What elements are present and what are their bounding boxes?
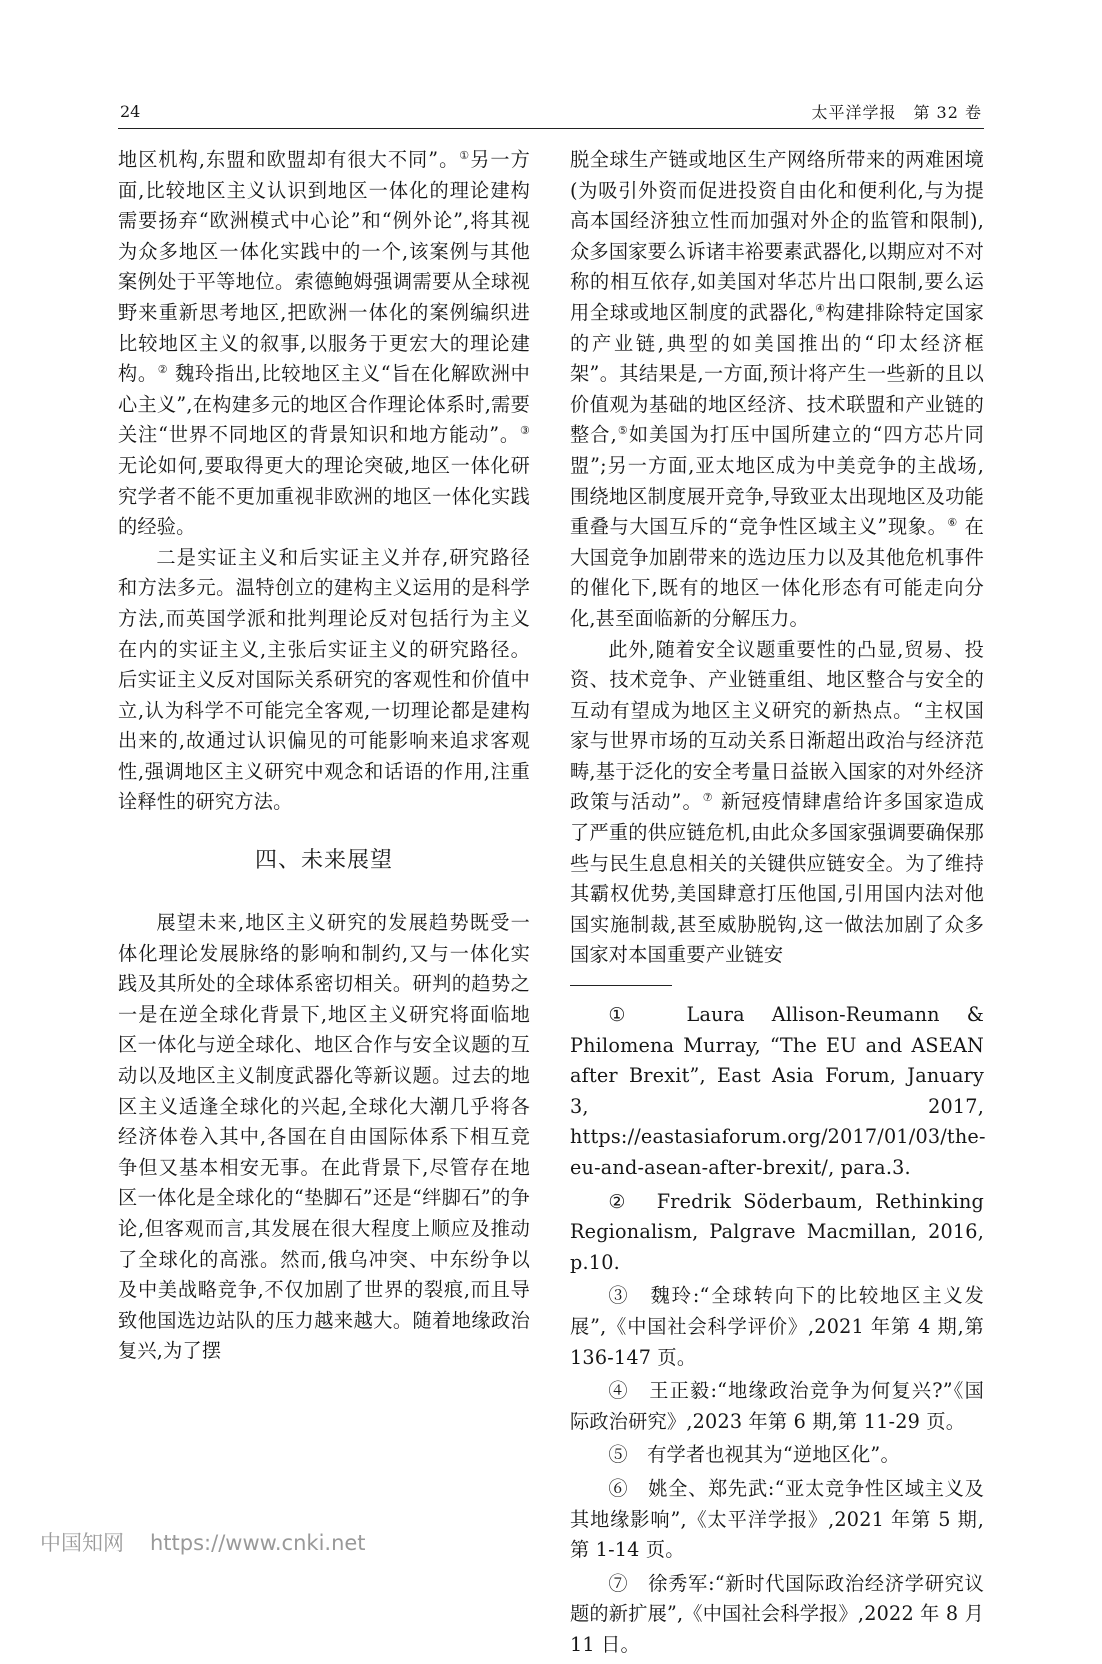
right-column	[570, 145, 984, 1664]
footnote-divider	[570, 985, 672, 986]
footnote: ⑦ 徐秀军:“新时代国际政治经济学研究议题的新扩展”,《中国社会科学报》,2022 年 8 月 11 日。	[570, 1571, 984, 1656]
footnote-ref[interactable]: ⑥	[947, 516, 958, 530]
footnote-ref[interactable]: ①	[459, 149, 471, 162]
page-number: 24	[120, 102, 141, 121]
section-title: 四、未来展望	[254, 848, 393, 874]
body-paragraph: 脱全球生产链或地区生产网络所带来的两难困境(为吸引外资而促进投资自由化和便利化,与为提高本国经济独立性而加强对外企的监管和限制),众多国家要么诉诸丰裕要素武器化,以期应对不对称的相互依存,如美国对华芯片出口限制,要么运用全球或地区制度的武器化,④构建排除特定国家的产业链,典型的如美国推出的“印太经济框架”。其结果是,一方面,预计将产生一些新的且以价值观为基础的地区经济、技术联盟和产业链的整合,⑤如美国为打压中国所建立的“四方芯片同盟”;另一方面,亚太地区成为中美竞争的主战场,围绕地区制度展开竞争,导致亚太出现地区及功能重叠与大国互斥的“竞争性区域主义”现象。⑥ 在大国竞争加剧带来的选边压力以及其他危机事件的催化下,既有的地区一体化形态有可能走向分化,甚至面临新的分解压力。	[570, 148, 985, 630]
footnote-ref[interactable]: ③	[519, 424, 530, 438]
body-paragraph: 此外,随着安全议题重要性的凸显,贸易、投资、技术竞争、产业链重组、地区整合与安全的互动有望成为地区主义研究的新热点。“主权国家与世界市场的互动关系日渐超出政治与经济范畴,基于泛化的安全考量日益嵌入国家的对外经济政策与活动”。⑦ 新冠疫情肆虐给许多国家造成了严重的供应链危机,由此众多国家强调要确保那些与民生息息相关的关键供应链安全。为了维持其霸权优势,美国肆意打压他国,引用国内法对他国实施制裁,甚至威胁脱钩,这一做法加剧了众多国家对本国重要产业链安	[570, 637, 985, 967]
body-paragraph: 地区机构,东盟和欧盟却有很大不同”。①另一方面,比较地区主义认识到地区一体化的理论建构需要扬弃“欧洲模式中心论”和“例外论”,将其视为众多地区一体化实践中的一个,该案例与其他案例处于平等地位。索德鲍姆强调需要从全球视野来重新思考地区,把欧洲一体化的案例编织进比较地区主义的叙事,以服务于更宏大的理论建构。② 魏玲指出,比较地区主义“旨在化解欧洲中心主义”,在构建多元的地区合作理论体系时,需要关注“世界不同地区的背景知识和地方能动”。③无论如何,要取得更大的理论突破,地区一体化研究学者不能不更加重视非欧洲的地区一体化实践的经验。	[118, 148, 530, 539]
watermark-url: https://www.cnki.net	[150, 1531, 366, 1555]
footnote: ② Fredrik Söderbaum, Rethinking Regionalism, Palgrave Macmillan, 2016, p.10.	[570, 1189, 984, 1274]
footnote-ref[interactable]: ⑦	[702, 791, 714, 805]
footnote: ③ 魏玲:“全球转向下的比较地区主义发展”,《中国社会科学评价》,2021 年第 4 期,第 136-147 页。	[570, 1284, 984, 1369]
footnote-ref[interactable]: ⑤	[616, 424, 629, 438]
watermark-site-name: 中国知网	[40, 1531, 124, 1555]
footnotes	[570, 1000, 984, 1660]
footnote: ⑥ 姚全、郑先武:“亚太竞争性区域主义及其地缘影响”,《太平洋学报》,2021 年第 5 期,第 1-14 页。	[570, 1476, 984, 1562]
footnote-ref[interactable]: ④	[814, 301, 826, 315]
footnote-ref[interactable]: ②	[157, 363, 169, 377]
body-paragraph: 二是实证主义和后实证主义并存,研究路径和方法多元。温特创立的建构主义运用的是科学方法,而英国学派和批判理论反对包括行为主义在内的实证主义,主张后实证主义的研究路径。后实证主义反对国际关系研究的客观性和价值中立,认为科学不可能完全客观,一切理论都是建构出来的,故通过认识偏见的可能影响来追求客观性,强调地区主义研究中观念和话语的作用,注重诠释性的研究方法。	[118, 545, 530, 814]
footnote: ① Laura Allison-Reumann & Philomena Murray, “The EU and ASEAN after Brexit”, East Asia Forum, January 3, 2017, https://eastasiaforum.org/2017/01/03/the-eu-and-asean-after-brexit/, para.3.	[570, 1003, 986, 1179]
left-column	[118, 145, 530, 1367]
journal-info: 太平洋学报 第 32 卷	[811, 103, 982, 122]
footnote: ④ 王正毅:“地缘政治竞争为何复兴?”《国际政治研究》,2023 年第 6 期,第 11-29 页。	[570, 1379, 984, 1433]
body-paragraph: 展望未来,地区主义研究的发展趋势既受一体化理论发展脉络的影响和制约,又与一体化实践及其所处的全球体系密切相关。研判的趋势之一是在逆全球化背景下,地区主义研究将面临地区一体化与逆全球化、地区合作与安全议题的互动以及地区主义制度武器化等新议题。过去的地区主义适逢全球化的兴起,全球化大潮几乎将各经济体卷入其中,各国在自由国际体系下相互竞争但又基本相安无事。在此背景下,尽管存在地区一体化是全球化的“垫脚石”还是“绊脚石”的争论,但客观而言,其发展在很大程度上顺应及推动了全球化的高涨。然而,俄乌冲突、中东纷争以及中美战略竞争,不仅加剧了世界的裂痕,而且导致他国选边站队的压力越来越大。随着地缘政治复兴,为了摆	[118, 911, 530, 1363]
footnote: ⑤ 有学者也视其为“逆地区化”。	[608, 1443, 900, 1467]
page-header	[118, 98, 984, 129]
cnki-watermark	[40, 1527, 392, 1557]
